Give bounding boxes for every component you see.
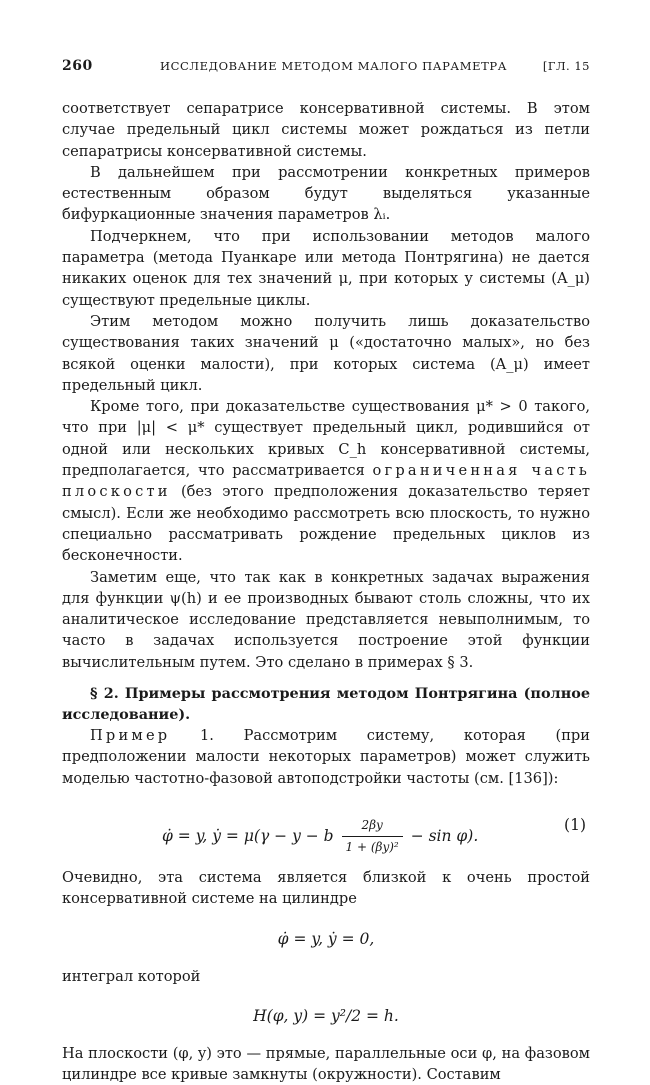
equation-2: φ̇ = y, ẏ = 0, <box>277 929 375 948</box>
paragraph: В дальнейшем при рассмотрении конкретных примеров естественным образом будут выделяться указанные бифуркационные значения параметров λᵢ. <box>62 163 590 224</box>
equation-3: H(φ, y) = y²/2 = h. <box>253 1006 399 1025</box>
paragraph: соответствует сепаратрисе консервативной системы. В этом случае предельный цикл системы может рождаться из петли сепаратрисы консервативной системы. <box>62 100 590 160</box>
fraction-denominator: 1 + (βy)² <box>345 840 399 855</box>
paragraph-part: (без этого предположения доказательство теряет смысл). Если же необходимо рассмотреть всю плоскость, то нужно специально рассматривать рождение предельных циклов из бесконечности. <box>62 483 591 565</box>
section-heading: § 2. Примеры рассмотрения методом Понтрягина (полное исследование). <box>62 685 590 724</box>
paragraph: интеграл которой <box>62 967 201 985</box>
body-text <box>62 98 590 1085</box>
page-number: 260 <box>62 58 93 74</box>
running-head <box>62 56 590 80</box>
paragraph: Очевидно, эта система является близкой к очень простой консервативной системе на цилиндре <box>62 868 590 908</box>
paragraph: Этим методом можно получить лишь доказательство существования таких значений μ («достаточно малых», но без всякой оценки малости), при которых система (A_μ) имеет предельный цикл. <box>62 312 590 394</box>
example-paragraph <box>62 725 590 789</box>
equation-1-right: − sin φ). <box>410 826 479 845</box>
equation-1-fraction <box>342 815 403 859</box>
paragraph: На плоскости (φ, y) это — прямые, параллельные оси φ, на фазовом цилиндре все кривые замкнуты (окружности). Составим <box>62 1044 590 1084</box>
equation-number: (1) <box>564 815 586 834</box>
chapter-label: [ГЛ. 15 <box>542 59 590 73</box>
paragraph-part: Кроме того, при доказательстве существования μ* > 0 такого, что при |μ| < μ* существует предельный цикл, родившийся от одной или нескольких кривых C_h консервативной системы, предполагается, что рассматривается <box>62 398 590 480</box>
book-page <box>62 56 590 1085</box>
paragraph: Подчеркнем, что при использовании методов малого параметра (метода Пуанкаре или метода Понтрягина) не дается никаких оценок для тех значений μ, при которых у системы (A_μ) существуют предельные циклы. <box>62 227 590 309</box>
fraction-numerator: 2βy <box>342 815 403 837</box>
emphasized-text: ограниченная часть плоскости <box>62 462 590 501</box>
example-text: 1. Рассмотрим систему, которая (при предположении малости некоторых параметров) может служить моделью частотно-фазовой автоподстройки частоты (см. [136]): <box>62 727 590 787</box>
equation-1 <box>62 795 590 857</box>
example-label: Пример <box>90 727 171 745</box>
paragraph <box>62 396 590 566</box>
equation-1-body <box>162 815 478 859</box>
equation-1-left: φ̇ = y, ẏ = μ(γ − y − b <box>162 826 334 845</box>
paragraph: Заметим еще, что так как в конкретных задачах выражения для функции ψ(h) и ее производных бывают столь сложны, что их аналитическое исследование представляется невыполнимым, то часто в задачах используется построение этой функции вычислительным путем. Это сделано в примерах § 3. <box>62 568 590 671</box>
running-title: ИССЛЕДОВАНИЕ МЕТОДОМ МАЛОГО ПАРАМЕТРА <box>160 59 508 73</box>
